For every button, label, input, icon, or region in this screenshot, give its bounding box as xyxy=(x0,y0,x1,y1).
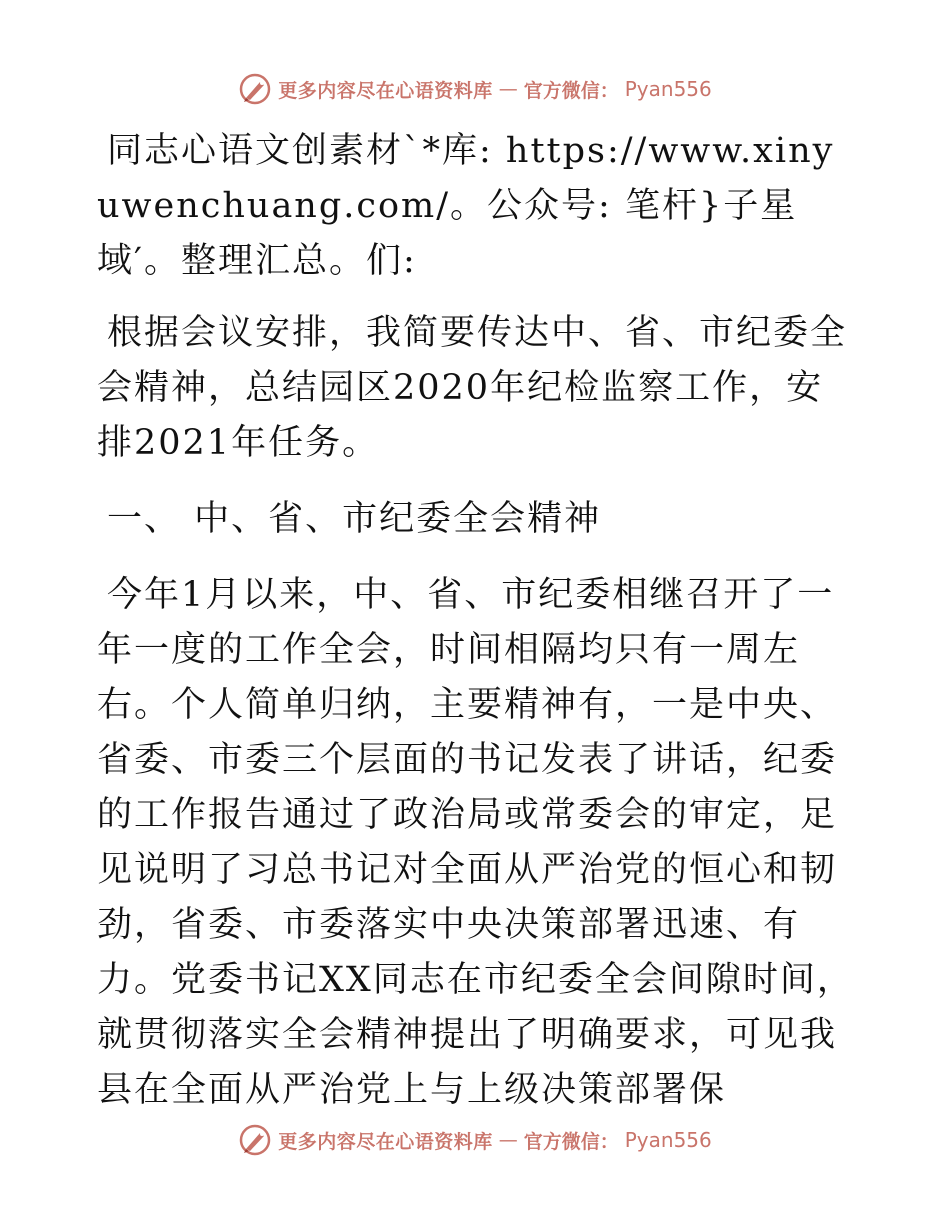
banner-text: 更多内容尽在心语资料库 xyxy=(278,1130,493,1153)
banner-dash: — xyxy=(498,1129,518,1151)
banner-dash: — xyxy=(498,78,518,100)
banner-label: 官方微信： xyxy=(523,1130,619,1153)
paragraph-intro: 同志心语文创素材`*库: https://www.xinyuwenchuang.com/。公众号: 笔杆}子星域′。整理汇总。们: xyxy=(97,131,835,281)
footer-watermark-banner xyxy=(0,1123,950,1157)
banner-handle: Pyan556 xyxy=(624,1128,712,1152)
paragraph-summary: 今年1月以来，中、省、市纪委相继召开了一年一度的工作全会，时间相隔均只有一周左右。个人简单归纳，主要精神有，一是中央、省委、市委三个层面的书记发表了讲话，纪委的工作报告通过了政治局或常委会的审定，足见说明了习总书记对全面从严治党的恒心和韧劲，省委、市委落实中央决策部署迅速、有力。党委书记XX同志在市纪委全会间隙时间，就贯彻落实全会精神提出了明确要求，可见我县在全面从严治党上与上级决策部署保 xyxy=(97,575,854,1110)
document-body xyxy=(97,124,857,1118)
banner-handle: Pyan556 xyxy=(624,77,712,101)
banner-text: 更多内容尽在心语资料库 xyxy=(278,79,493,102)
pen-logo-icon xyxy=(238,1123,272,1157)
paragraph-arrangement: 根据会议安排，我简要传达中、省、市纪委全会精神，总结园区2020年纪检监察工作，安排2021年任务。 xyxy=(97,313,848,463)
pen-logo-icon xyxy=(238,72,272,106)
header-watermark-banner xyxy=(0,72,950,106)
banner-label: 官方微信： xyxy=(523,79,619,102)
section-heading: 一、 中、省、市纪委全会精神 xyxy=(107,499,602,539)
